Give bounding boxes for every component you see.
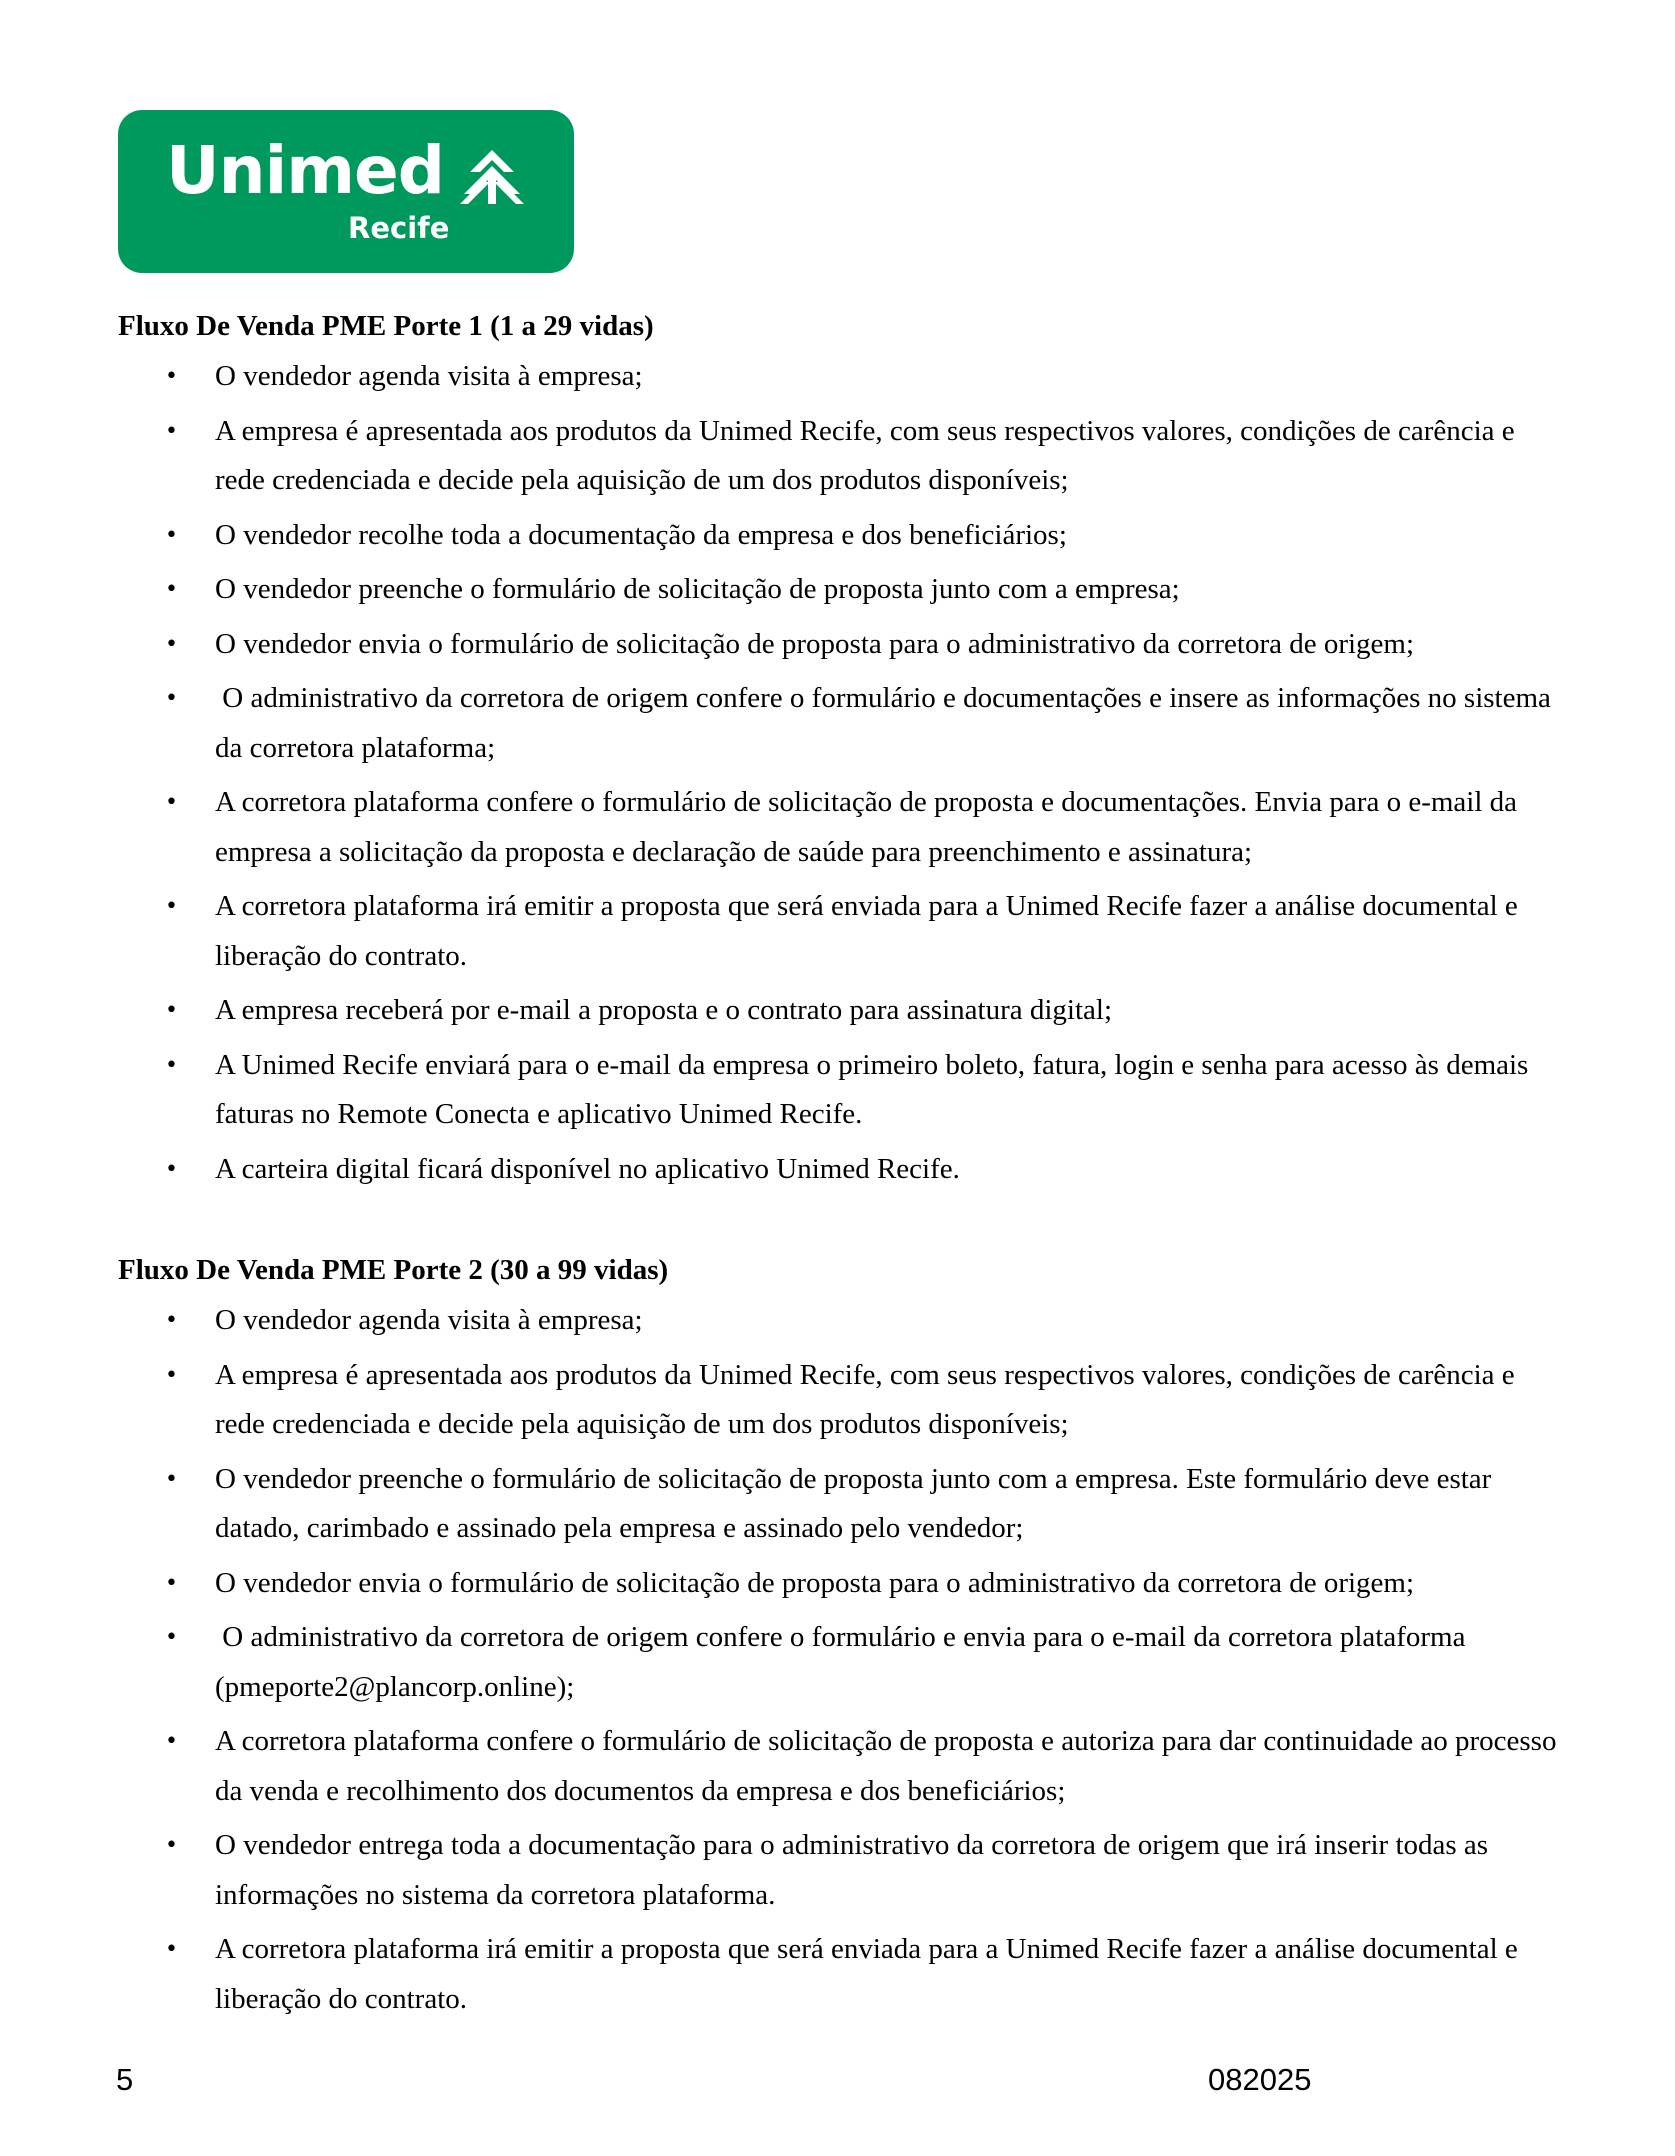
list-item: • O vendedor envia o formulário de solicitação de proposta para o administrativo da corretora de origem; [118,620,1558,670]
bullet-icon: • [165,1362,178,1388]
bullet-icon: • [165,894,178,919]
section-title-porte-2: Fluxo De Venda PME Porte 2 (30 a 99 vidas) [118,1254,669,1286]
bullet-icon: • [165,790,178,815]
bullet-icon: • [165,686,178,711]
page-number: 5 [116,2062,134,2097]
section-title-porte-1: Fluxo De Venda PME Porte 1 (1 a 29 vidas) [118,310,654,342]
list-item: • O administrativo da corretora de origem confere o formulário e envia para o e-mail da corretora plataforma (pmeporte2@plancorp.online); [118,1613,1558,1712]
bullet-icon: • [165,418,178,444]
list-item: • O vendedor entrega toda a documentação para o administrativo da corretora de origem que irá inserir todas as informações no sistema da corretora plataforma. [118,1821,1558,1920]
list-item: • O vendedor preenche o formulário de solicitação de proposta junto com a empresa. Este formulário deve estar datado, carimbado e assinado pela empresa e assinado pelo vendedor; [118,1455,1558,1554]
list-item: • O vendedor agenda visita à empresa; [118,1296,1558,1346]
list-item: • A empresa é apresentada aos produtos da Unimed Recife, com seus respectivos valores, condições de carência e rede credenciada e decide pela aquisição de um dos produtos disponíveis; [118,1351,1558,1450]
bullet-icon: • [165,1937,178,1962]
list-item: • O vendedor agenda visita à empresa; [118,352,1558,402]
logo-city-text: Recife [348,211,450,245]
list-item: • A Unimed Recife enviará para o e-mail da empresa o primeiro boleto, fatura, login e senha para acesso às demais faturas no Remote Conecta e aplicativo Unimed Recife. [118,1041,1558,1140]
bullet-icon: • [165,1625,178,1650]
bullet-icon: • [165,1466,178,1492]
bullet-icon: • [165,1729,178,1754]
bullet-icon: • [165,1156,178,1182]
bullet-icon: • [165,1570,178,1596]
logo-brand-text: Unimed [166,132,444,209]
list-item: • A corretora plataforma irá emitir a proposta que será enviada para a Unimed Recife fazer a análise documental e liberação do contrato. [118,882,1558,981]
bullet-icon: • [165,631,178,657]
document-body [118,308,1558,2029]
list-item: • A corretora plataforma confere o formulário de solicitação de proposta e autoriza para dar continuidade ao processo da venda e recolhimento dos documentos da empresa e dos beneficiários; [118,1717,1558,1816]
bullet-icon: • [165,998,178,1023]
unimed-recife-logo [118,110,574,273]
list-item: • A carteira digital ficará disponível no aplicativo Unimed Recife. [118,1145,1558,1195]
bullet-icon: • [165,1052,178,1078]
list-item: • A corretora plataforma irá emitir a proposta que será enviada para a Unimed Recife fazer a análise documental e liberação do contrato. [118,1925,1558,2024]
list-item: • A empresa é apresentada aos produtos da Unimed Recife, com seus respectivos valores, condições de carência e rede credenciada e decide pela aquisição de um dos produtos disponíveis; [118,407,1558,506]
bullet-icon: • [165,1833,178,1858]
list-item: • A corretora plataforma confere o formulário de solicitação de proposta e documentações. Envia para o e-mail da empresa a solicitação da proposta e declaração de saúde para preenchimento e assinatura; [118,778,1558,877]
bullet-icon: • [165,1308,178,1333]
list-item: • A empresa receberá por e-mail a proposta e o contrato para assinatura digital; [118,986,1558,1036]
bullet-icon: • [165,522,178,548]
list-item: • O vendedor envia o formulário de solicitação de proposta para o administrativo da corretora de origem; [118,1559,1558,1609]
bullet-icon: • [165,577,178,602]
list-item: • O administrativo da corretora de origem confere o formulário e documentações e insere as informações no sistema da corretora plataforma; [118,674,1558,773]
document-code: 082025 [1208,2062,1312,2097]
porte-1-list [118,352,1558,1194]
unimed-tree-icon [454,150,530,204]
bullet-icon: • [165,364,178,389]
list-item: • O vendedor preenche o formulário de solicitação de proposta junto com a empresa; [118,565,1558,615]
porte-2-list [118,1296,1558,2024]
list-item: • O vendedor recolhe toda a documentação da empresa e dos beneficiários; [118,511,1558,561]
